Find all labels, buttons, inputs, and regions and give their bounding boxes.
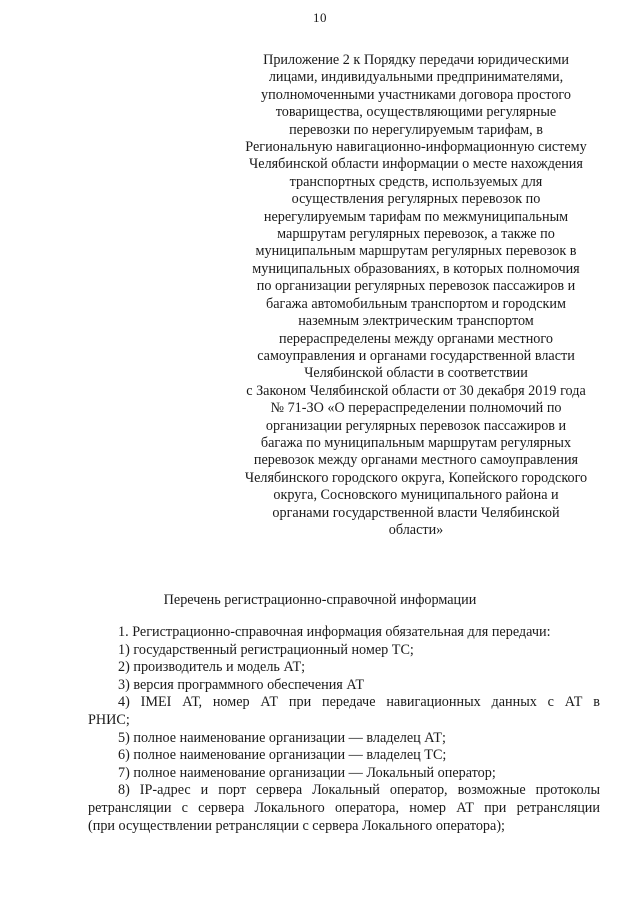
appendix-line: багажа автомобильным транспортом и городским (266, 295, 566, 312)
appendix-line: Челябинской области в соответствии (304, 365, 528, 382)
appendix-line: осуществления регулярных перевозок по (291, 191, 541, 208)
appendix-line: № 71-ЗО «О перераспределении полномочий по (270, 400, 562, 417)
appendix-line: перевозки по нерегулируемым тарифам, в (289, 121, 543, 138)
appendix-line: наземным электрическим транспортом (298, 313, 534, 330)
body-text (88, 624, 600, 835)
appendix-line: лицами, индивидуальными предпринимателями, (268, 69, 564, 86)
appendix-line: по организации регулярных перевозок пассажиров и (256, 278, 576, 295)
appendix-line: Челябинской области информации о месте нахождения (249, 156, 583, 173)
appendix-line: товарищества, осуществляющими регулярные (275, 104, 557, 121)
appendix-line: Приложение 2 к Порядку передачи юридическими (263, 52, 569, 68)
appendix-line: багажа по муниципальным маршрутам регулярных (260, 434, 572, 451)
list-item: 6) полное наименование организации — владелец ТС; (118, 747, 447, 764)
appendix-line: маршрутам регулярных перевозок, а также по (277, 226, 555, 243)
appendix-line: транспортных средств, используемых для (289, 173, 543, 190)
list-item-continuation: ретрансляции с сервера Локального оператора, номер АТ при ретрансляции (88, 799, 600, 816)
appendix-line: Региональную навигационно-информационную систему (245, 139, 587, 156)
appendix-line: организации регулярных перевозок пассажиров и (265, 417, 567, 434)
list-item: 8) IP-адрес и порт сервера Локальный оператор, возможные протоколы (118, 782, 600, 799)
appendix-line: нерегулируемым тарифам по межмуниципальным (263, 208, 569, 225)
list-item: 2) производитель и модель АТ; (118, 659, 306, 676)
appendix-header (216, 52, 616, 539)
appendix-line: муниципальным маршрутам регулярных перевозок в (255, 243, 577, 260)
list-item: 4) IMEI АТ, номер АТ при передаче навигационных данных с АТ в (118, 694, 600, 711)
list-item: 7) полное наименование организации — Локальный оператор; (118, 764, 496, 781)
appendix-line: округа, Сосновского муниципального района и (273, 487, 559, 504)
appendix-line: органами государственной власти Челябинской (272, 504, 560, 521)
list-item: 1. Регистрационно-справочная информация обязательная для передачи: (118, 624, 551, 640)
list-item: 5) полное наименование организации — владелец АТ; (118, 729, 446, 746)
list-item-continuation: (при осуществлении ретрансляции с сервера Локального оператора); (88, 817, 505, 834)
appendix-line: перераспределены между органами местного (279, 330, 553, 347)
appendix-line: Челябинского городского округа, Копейского городского (244, 469, 588, 486)
list-item: 3) версия программного обеспечения АТ (118, 676, 365, 693)
list-title: Перечень регистрационно-справочной информации (163, 592, 477, 608)
appendix-line: самоуправления и органами государственной власти (257, 347, 575, 364)
appendix-line: с Законом Челябинской области от 30 декабря 2019 года (246, 382, 586, 399)
list-item-continuation: РНИС; (88, 711, 130, 728)
appendix-line: области» (388, 521, 444, 538)
appendix-line: муниципальных образованиях, в которых полномочия (252, 260, 580, 277)
list-item: 1) государственный регистрационный номер ТС; (118, 641, 414, 658)
appendix-line: уполномоченными участниками договора простого (261, 86, 571, 103)
appendix-line: перевозок между органами местного самоуправления (253, 452, 579, 469)
page-number: 10 (313, 10, 327, 25)
